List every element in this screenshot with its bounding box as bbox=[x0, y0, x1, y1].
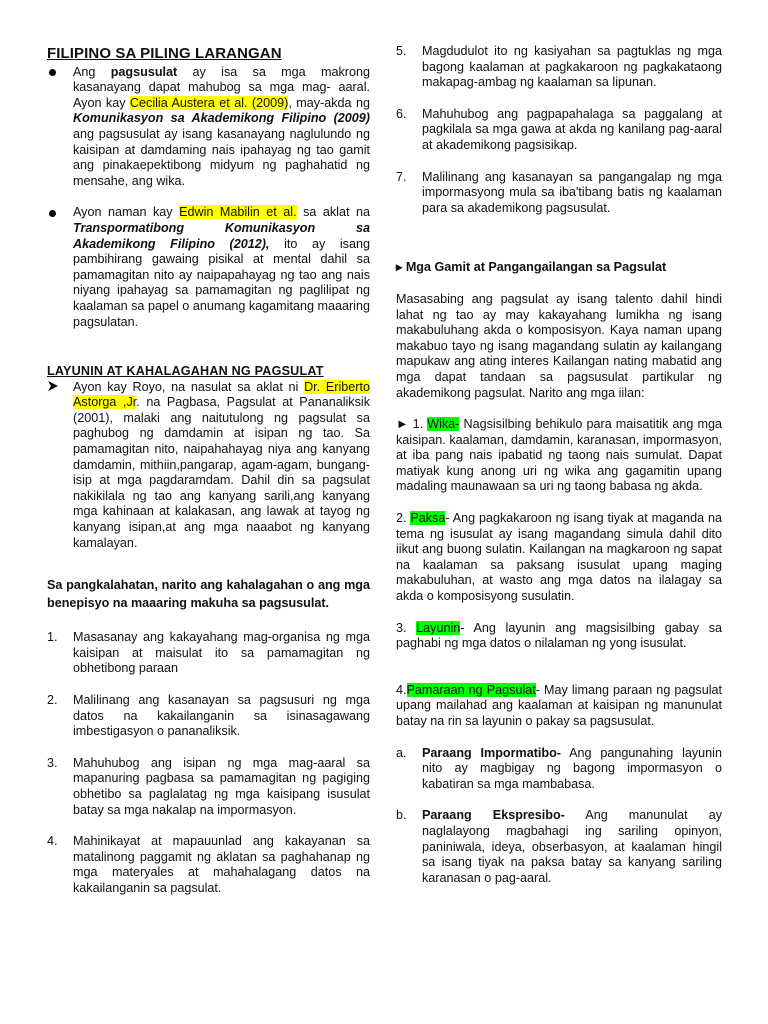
highlighted-term: Layunin bbox=[416, 620, 461, 635]
keyword-pagsusulat: pagsusulat bbox=[110, 64, 178, 79]
highlighted-author: Dr. Eriberto Astorga ,Jr bbox=[73, 379, 370, 410]
bullet-item-2 bbox=[47, 205, 370, 330]
list-number: 4. bbox=[47, 834, 58, 849]
list-text: Mahinikayat at mapauunlad ang kakayanan sa matalinong paggamit ng aklatan sa paghahanap ng mga materyales at mahahalagang datos na kakailanganin sa pagsulat. bbox=[73, 834, 370, 895]
highlighted-author: Edwin Mabilin et al. bbox=[179, 205, 297, 220]
list-item bbox=[47, 756, 370, 818]
list-number: 1. bbox=[47, 630, 58, 645]
benefits-list-left bbox=[47, 630, 370, 896]
bullet-item-1 bbox=[47, 65, 370, 190]
list-item bbox=[396, 170, 722, 217]
right-column bbox=[396, 40, 722, 886]
arrow-bullet-item bbox=[47, 380, 370, 552]
sub-item-text: Paraang Ekspresibo- Ang manunulat ay naglalayong magbahagi ing sariling opinyon, paniniwala, ideya, obserbasyon, at kaalaman hingil sa isang tiyak na paksa batay sa kanyang sariling karanasan o pag-aaral. bbox=[422, 808, 722, 885]
book-title: Transpormatibong Komunikasyon sa Akademikong Filipino (2012), bbox=[73, 220, 370, 251]
item-paksa: 2. Paksa- Ang pagkakaroon ng isang tiyak at maganda na tema ng isusulat ay isang magandang simula dahil dito iikut ang buong sulatin. Kailangan na magkaroon ng sapat na kaalaman sa paksang isusulat upang maging makabuluhan, at wasto ang mga datos na ilalagay sa akda o komposisyong susulatin. bbox=[396, 511, 722, 604]
book-title: Komunikasyon sa Akademikong Filipino (2009) bbox=[73, 111, 370, 126]
arrow-bullet-text: Ayon kay Royo, na nasulat sa aklat ni Dr. Eriberto Astorga ,Jr. na Pagbasa, Pagsulat at Pananaliksik (2001), malaki ang naitutulong ng pagsulat sa paghubog ng damdamin at isipan ng tao. Sa pamamagitan nito, naipahahayag niya ang kanyang damdamin, mithiin,pangarap, agam-agam, bungang-isip at mga pagdaramdam. Dahil din sa pagsulat nakikilala ng tao ang kanyang sarili,ang kanyang mga kahinaan at kalakasan, ang lawak at tayog ng kanyang isipan,at ang mga naaabot ng kanyang kamalayan. bbox=[73, 379, 371, 550]
list-item bbox=[396, 107, 722, 154]
sub-item-b bbox=[396, 808, 722, 886]
bullet-icon bbox=[47, 65, 73, 190]
bullet-text: Ang pagsusulat ay isa sa mga makrong kasanayang dapat mahubog sa mga mag- aaral. Ayon kay Cecilia Austera et al. (2009), may-akda ng Komunikasyon sa Akademikong Filipino (2009) ang pagsusulat ay isang kasanayang naglulundo ng kaisipan at damdaming nais ipahayag ng tao gamit ang pinakaepektibong midyum ng paghahatid ng mensahe, ang wika. bbox=[73, 64, 370, 188]
section-heading-gamit: ▸ Mga Gamit at Pangangailangan sa Pagsulat bbox=[396, 260, 667, 275]
list-number: 2. bbox=[47, 693, 58, 707]
list-number: 7. bbox=[396, 169, 407, 184]
list-item bbox=[47, 834, 370, 896]
left-column bbox=[47, 40, 370, 897]
list-text: Malilinang ang kasanayan sa pangangalap ng mga impormasyong mula sa iba'tibang batis ng kaalaman para sa akademikong pagsusulat. bbox=[422, 169, 722, 215]
sub-item-letter: a. bbox=[396, 745, 407, 760]
list-text: Mahuhubog ang pagpapahalaga sa paggalang at pagkilala sa mga gawa at akda ng kanilang pag-aaral at akademikong pagsisikap. bbox=[422, 106, 722, 152]
list-item bbox=[47, 630, 370, 677]
highlighted-author: Cecilia Austera et al. (2009) bbox=[129, 95, 289, 110]
list-text: Malilinang ang kasanayan sa pagsusuri ng mga datos na kakailanganin sa isinasagawang imbestigasyon o pananaliksik. bbox=[73, 693, 370, 739]
list-number: 3. bbox=[47, 755, 58, 770]
sub-item-letter: b. bbox=[396, 808, 407, 823]
bullet-icon bbox=[47, 205, 73, 330]
benefits-intro: Sa pangkalahatan, narito ang kahalagahan o ang mga benepisyo na maaaring makuha sa pagsusulat. bbox=[47, 578, 370, 610]
sub-item-term: Paraang Impormatibo- bbox=[422, 745, 561, 760]
sub-item-term: Paraang Ekspresibo- bbox=[422, 808, 565, 823]
benefits-list-right bbox=[396, 44, 722, 216]
section-heading-layunin: LAYUNIN AT KAHALAGAHAN NG PAGSULAT bbox=[47, 364, 324, 379]
arrow-bullet-icon bbox=[47, 380, 73, 552]
document-title: FILIPINO SA PILING LARANGAN bbox=[47, 45, 282, 62]
bullet-text: Ayon naman kay Edwin Mabilin et al. sa aklat na Transpormatibong Komunikasyon sa Akademikong Filipino (2012), ito ay isang pambihirang gawaing pisikal at mental dahil sa pamamagitan nito ay naipapahayag ng tao ang nais niyang ipahayag sa pamamagitan ng paglilipat ng kaalaman sa papel o anumang kagamitang maaaring pagsulatan. bbox=[73, 205, 370, 329]
intro-paragraph: Masasabing ang pagsulat ay isang talento dahil hindi lahat ng tao ay may kakayahang lumikha ng isang makabuluhang akda o komposisyon. Kaya naman upang makabuo tayo ng isang magandang sulatin ay kailangang mapukaw ang ating interes Kailangan nating mabatid ang mga dapat tandaan sa pagsusulat partikular ng akademikong pagsulat. Narito ang mga iilan: bbox=[396, 291, 722, 400]
item-wika: ► 1. Wika- Nagsisilbing behikulo para maisatitik ang mga kaisipan. kaalaman, damdamin, karanasan, impormasyon, at iba pang nais ipabatid ng taong nais sumulat. Dapat matiyak kung anong uri ng wika ang gagamitin upang madaling maunawaan sa uri ng taong babasa ng akda. bbox=[396, 417, 723, 494]
list-text: Magdudulot ito ng kasiyahan sa pagtuklas ng mga bagong kaalaman at pagkakaroon ng pagkakataong makapag-ambag ng kaalaman sa lipunan. bbox=[422, 44, 722, 90]
highlighted-term: Paksa bbox=[410, 511, 446, 526]
item-pamaraan: 4.Pamaraan ng Pagsulat- May limang paraan ng pagsulat upang mailahad ang kaalaman at kaisipan ng manunulat batay na rin sa layunin o pakay sa pagsusulat. bbox=[396, 682, 722, 728]
list-item bbox=[47, 693, 370, 740]
item-layunin: 3. Layunin- Ang layunin ang magsisilbing gabay sa paghabi ng mga datos o nilalaman ng yong isusulat. bbox=[396, 620, 722, 651]
list-text: Masasanay ang kakayahang mag-organisa ng mga kaisipan at maisulat ito sa pamamagitan ng obhetibong paraan bbox=[73, 630, 370, 676]
highlighted-term: Wika- bbox=[427, 417, 460, 432]
list-number: 5. bbox=[396, 44, 407, 58]
sub-item-a bbox=[396, 746, 722, 793]
list-text: Mahuhubog ang isipan ng mga mag-aaral sa mapanuring pagbasa sa pamamagitan ng pagiging obhetibo sa paglalatag ng mga kaisipang isusulat batay sa mga nakalap na impormasyon. bbox=[73, 755, 370, 817]
highlighted-term: Pamaraan ng Pagsulat bbox=[406, 682, 536, 697]
list-item bbox=[396, 44, 722, 91]
list-number: 6. bbox=[396, 106, 407, 121]
sub-item-text: Paraang Impormatibo- Ang pangunahing layunin nito ay magbigay ng bagong impormasyon o kabatiran sa mga mambabasa. bbox=[422, 745, 722, 791]
